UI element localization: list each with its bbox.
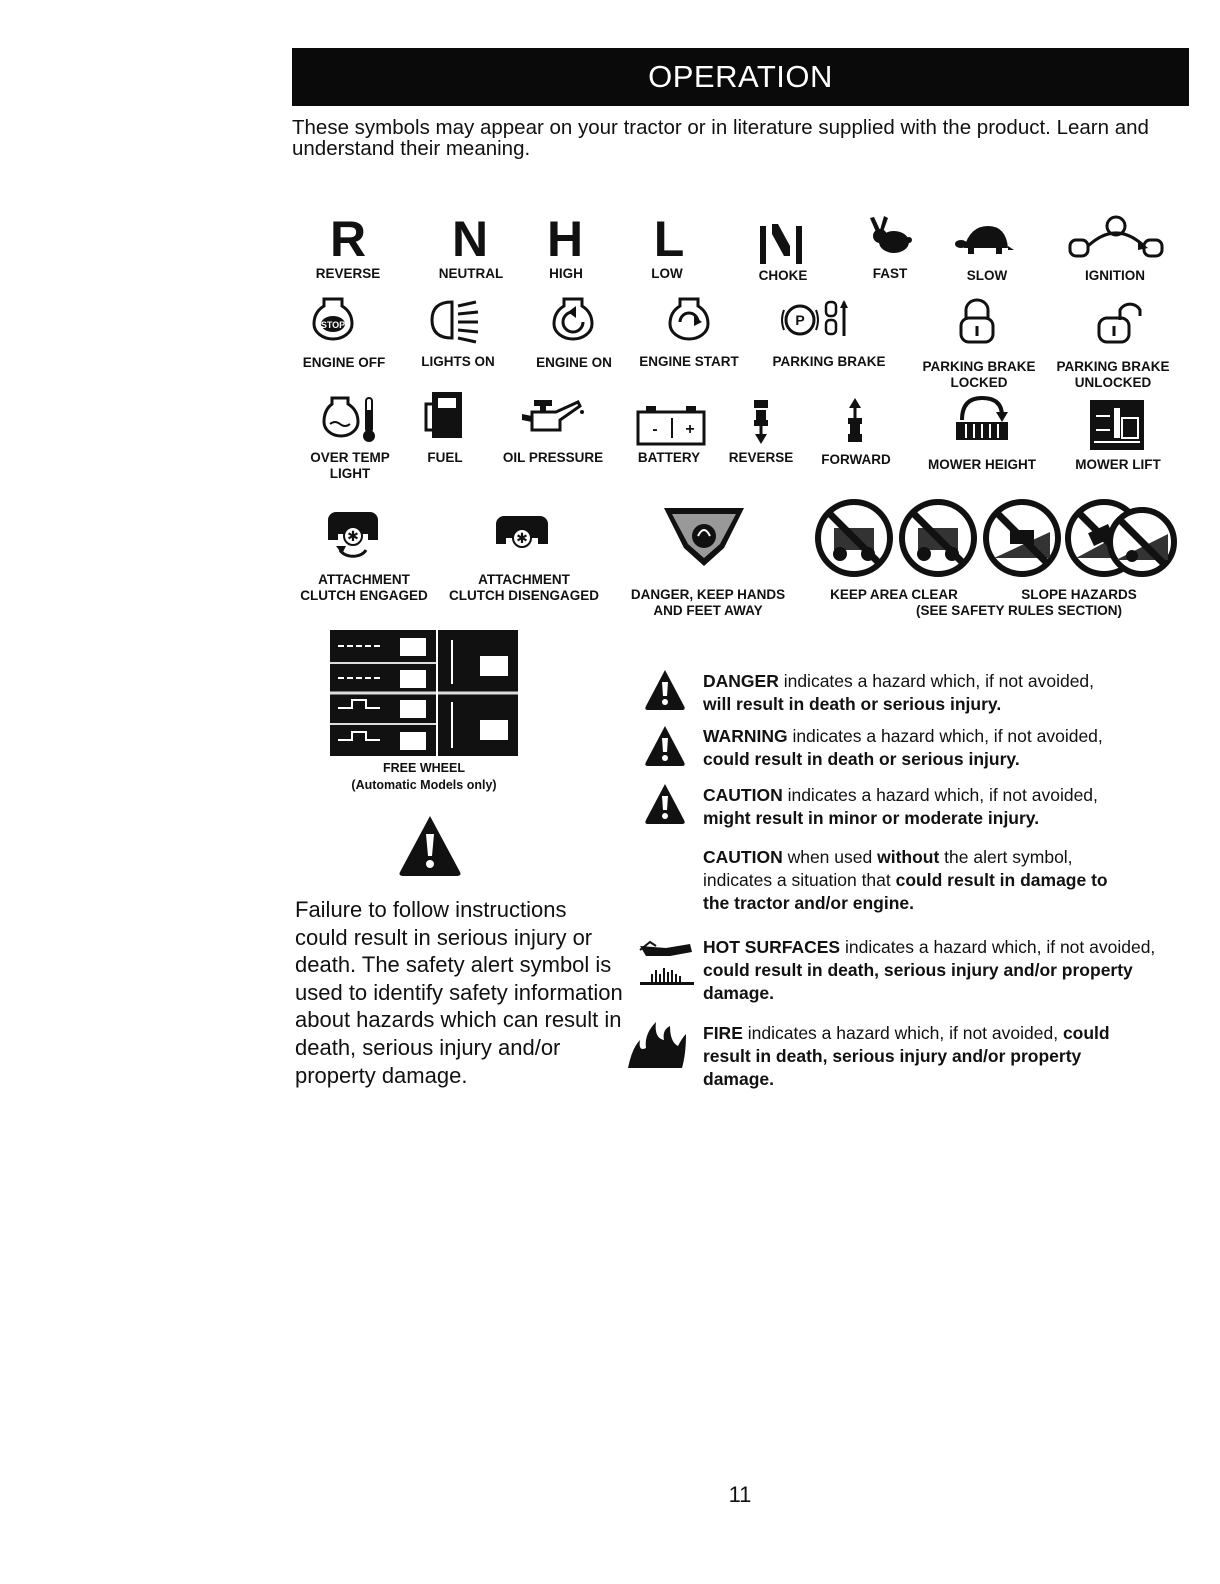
rabbit-icon	[868, 214, 912, 258]
fuel-label: FUEL	[427, 450, 463, 465]
hot-surfaces-bold: could result in death, serious injury and/or property damage.	[703, 960, 1133, 1003]
caution-no-symbol-definition	[703, 846, 1133, 915]
prohibited-circle-1	[818, 502, 890, 574]
p-badge: P	[795, 312, 805, 328]
engine-start-label: ENGINE START	[639, 354, 739, 369]
engine-on-icon	[552, 296, 594, 340]
hot-surface-hand-icon	[636, 938, 696, 990]
oil-can-icon	[520, 398, 588, 438]
choke-label: CHOKE	[758, 268, 808, 283]
danger-definition	[703, 670, 1153, 716]
neutral-label: NEUTRAL	[438, 266, 504, 281]
over-temp-label-2: LIGHT	[329, 466, 371, 481]
keep-area-clear-label: KEEP AREA CLEAR	[830, 587, 958, 602]
page-title-bar	[292, 48, 1189, 106]
hand-blade-icon	[662, 504, 746, 568]
over-temp-label	[308, 450, 392, 482]
hand-blade-label	[622, 587, 794, 619]
lock-closed-icon	[958, 298, 996, 344]
clutch-engaged-label-2: CLUTCH ENGAGED	[300, 588, 428, 603]
slow-label: SLOW	[966, 268, 1008, 283]
prohibited-circle-5	[1110, 510, 1174, 574]
over-temp-label-1: OVER TEMP	[310, 450, 390, 465]
page-title: OPERATION	[648, 59, 833, 94]
free-wheel-subtitle: (Automatic Models only)	[351, 778, 497, 792]
warning-alert-icon	[644, 724, 686, 768]
neutral-letter: N	[451, 211, 489, 267]
lock-closed-label-1: PARKING BRAKE	[922, 359, 1036, 374]
reverse-label: REVERSE	[315, 266, 381, 281]
forward-arrow-label: FORWARD	[821, 452, 891, 467]
clutch-disengaged-label-1: ATTACHMENT	[478, 572, 570, 587]
lock-open-label-1: PARKING BRAKE	[1056, 359, 1170, 374]
caution-alert-icon	[644, 782, 686, 826]
stop-text: STOP	[320, 320, 346, 330]
clutch-engaged-label	[292, 572, 436, 604]
engine-off-icon	[312, 296, 354, 340]
lights-on-icon	[428, 298, 482, 342]
ignition-label: IGNITION	[1085, 268, 1145, 283]
fire-definition	[703, 1022, 1123, 1091]
caution2-b2: could result in damage to the tractor and/or engine.	[703, 870, 1108, 913]
warning-word: WARNING	[703, 726, 788, 746]
failure-warning-text: Failure to follow instructions could result in serious injury or death. The safety alert symbol is used to identify safety information about hazards which can result in death, serious injury and/or property damage.	[295, 897, 623, 1088]
fire-bold: could result in death, serious injury and/or property damage.	[703, 1023, 1110, 1089]
svg-text:✱: ✱	[347, 529, 359, 545]
mower-lift-label: MOWER LIFT	[1075, 457, 1161, 472]
danger-bold: will result in death or serious injury.	[703, 694, 1002, 714]
low-label: LOW	[651, 266, 683, 281]
oil-pressure-label: OIL PRESSURE	[502, 450, 604, 465]
svg-text:✱: ✱	[516, 531, 528, 547]
caution2-t2: the alert symbol, indicates a situation that	[703, 847, 1073, 890]
hand-blade-label-2: AND FEET AWAY	[653, 603, 763, 618]
safety-alert-icon	[398, 814, 462, 876]
mower-height-icon	[952, 392, 1012, 442]
warning-bold: could result in death or serious injury.	[703, 749, 1020, 769]
fire-icon	[626, 1018, 688, 1070]
caution-word: CAUTION	[703, 785, 783, 805]
clutch-engaged-icon	[326, 510, 380, 560]
turtle-icon	[956, 222, 1014, 256]
mower-lift-icon	[1090, 400, 1144, 450]
battery-icon	[636, 404, 706, 446]
caution-definition	[703, 784, 1153, 830]
slope-hazards-label-1: SLOPE HAZARDS	[1021, 587, 1137, 602]
low-letter: L	[653, 211, 685, 267]
fuel-pump-icon	[424, 390, 468, 440]
fire-text: indicates a hazard which, if not avoided,	[742, 1023, 1063, 1043]
caution2-t1: when used	[782, 847, 878, 867]
engine-off-label: ENGINE OFF	[302, 355, 386, 370]
clutch-engaged-label-1: ATTACHMENT	[318, 572, 410, 587]
mower-height-label: MOWER HEIGHT	[928, 457, 1036, 472]
prohibited-circle-2	[902, 502, 974, 574]
battery-minus: -	[652, 421, 658, 438]
free-wheel-chart	[330, 630, 518, 756]
slope-hazards-label	[872, 587, 1166, 619]
hot-surfaces-text: indicates a hazard which, if not avoided,	[840, 937, 1156, 957]
lights-on-label: LIGHTS ON	[421, 354, 495, 369]
high-letter: H	[546, 211, 584, 267]
hand-blade-label-1: DANGER, KEEP HANDS	[630, 587, 786, 602]
choke-icon	[758, 220, 808, 266]
prohibited-circle-3	[986, 502, 1058, 574]
clutch-disengaged-label-2: CLUTCH DISENGAGED	[448, 588, 599, 603]
battery-label: BATTERY	[637, 450, 701, 465]
clutch-disengaged-icon	[494, 514, 550, 550]
lock-closed-label-2: LOCKED	[950, 375, 1008, 390]
hot-surfaces-word: HOT SURFACES	[703, 937, 841, 957]
caution-bold: might result in minor or moderate injury.	[703, 808, 1040, 828]
clutch-disengaged-label	[440, 572, 608, 604]
ignition-icon	[1068, 214, 1164, 260]
parking-brake-icon	[780, 298, 852, 340]
fast-label: FAST	[872, 266, 908, 281]
intro-text: These symbols may appear on your tractor or in literature supplied with the product. Learn and understand their meaning.	[292, 116, 1149, 160]
page-number: 11	[728, 1482, 752, 1507]
hot-surfaces-definition	[703, 936, 1163, 1005]
battery-plus: +	[685, 421, 695, 438]
warning-definition	[703, 725, 1153, 771]
over-temp-icon	[322, 394, 380, 444]
caution2-b1: without	[877, 847, 940, 867]
warning-text: indicates a hazard which, if not avoided,	[787, 726, 1103, 746]
caution2-word: CAUTION	[703, 847, 783, 867]
reverse-arrow-label: REVERSE	[728, 450, 794, 465]
lock-open-icon	[1096, 298, 1142, 344]
engine-on-label: ENGINE ON	[536, 355, 612, 370]
slope-hazards-label-2: (SEE SAFETY RULES SECTION)	[915, 603, 1123, 618]
lock-open-label	[1050, 359, 1176, 391]
danger-text: indicates a hazard which, if not avoided,	[778, 671, 1095, 691]
fire-word: FIRE	[703, 1023, 743, 1043]
engine-start-icon	[668, 296, 710, 340]
lock-closed-label	[916, 359, 1042, 391]
caution-text: indicates a hazard which, if not avoided,	[782, 785, 1098, 805]
parking-brake-label: PARKING BRAKE	[772, 354, 886, 369]
reverse-arrow-icon	[750, 398, 772, 444]
keep-area-clear-icon	[814, 498, 1178, 578]
high-label: HIGH	[549, 266, 583, 281]
lock-open-label-2: UNLOCKED	[1074, 375, 1152, 390]
danger-word: DANGER	[703, 671, 779, 691]
forward-arrow-icon	[844, 398, 866, 444]
danger-alert-icon	[644, 668, 686, 712]
free-wheel-label	[330, 760, 518, 794]
free-wheel-title: FREE WHEEL	[383, 761, 465, 775]
reverse-letter: R	[329, 211, 367, 267]
